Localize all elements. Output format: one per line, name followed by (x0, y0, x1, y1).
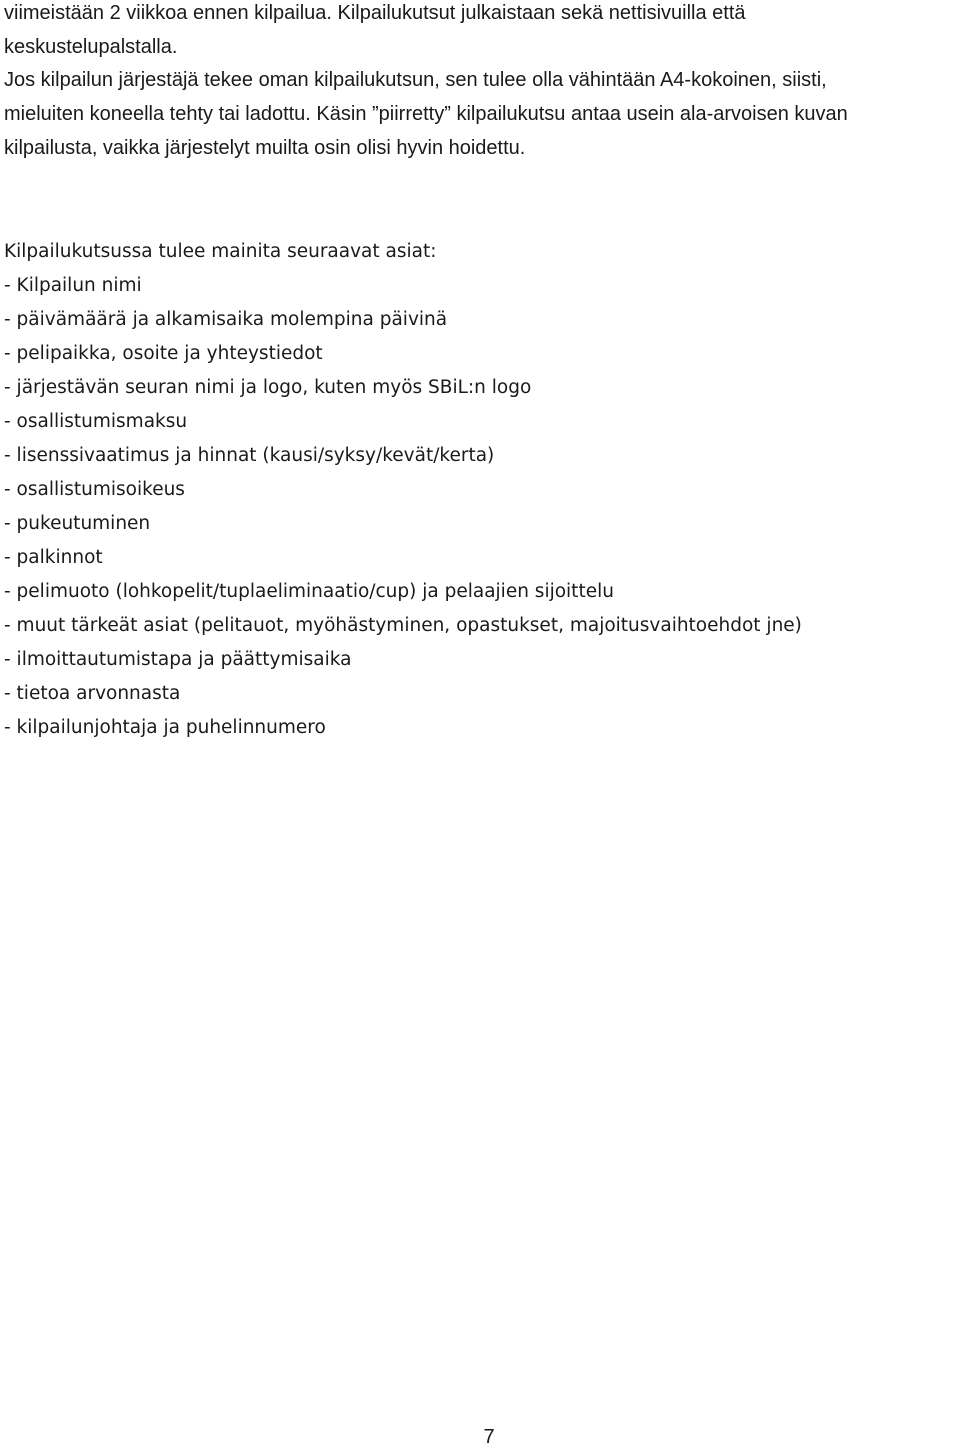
intro-paragraph (4, 0, 956, 64)
list-item: - muut tärkeät asiat (pelitauot, myöhästyminen, opastukset, majoitusvaihtoehdot jne) (4, 615, 802, 636)
list-item: - palkinnot (4, 547, 103, 568)
list-item: - ilmoittautumistapa ja päättymisaika (4, 649, 352, 670)
list-item: - pelipaikka, osoite ja yhteystiedot (4, 343, 323, 364)
intro-line-2: keskustelupalstalla. (4, 36, 178, 58)
list-item: - kilpailunjohtaja ja puhelinnumero (4, 717, 326, 738)
format-line-3: kilpailusta, vaikka järjestelyt muilta osin olisi hyvin hoidettu. (4, 137, 526, 159)
list-item: - Kilpailun nimi (4, 275, 142, 296)
format-line-2: mieluiten koneella tehty tai ladottu. Käsin ”piirretty” kilpailukutsu antaa usein ala-arvoisen kuvan (4, 103, 848, 125)
list-item: - lisenssivaatimus ja hinnat (kausi/syksy/kevät/kerta) (4, 445, 495, 466)
list-item: - päivämäärä ja alkamisaika molempina päivinä (4, 309, 448, 330)
format-line-1: Jos kilpailun järjestäjä tekee oman kilpailukutsun, sen tulee olla vähintään A4-kokoinen, siisti, (4, 69, 827, 91)
list-item: - osallistumismaksu (4, 411, 188, 432)
page-number: 7 (483, 1426, 495, 1448)
list-item: - tietoa arvonnasta (4, 683, 181, 704)
invitation-format-paragraph (4, 63, 956, 165)
intro-line-1: viimeistään 2 viikkoa ennen kilpailua. Kilpailukutsut julkaistaan sekä nettisivuilla että (4, 2, 746, 24)
required-items-list (4, 235, 802, 745)
list-item: - pelimuoto (lohkopelit/tuplaeliminaatio/cup) ja pelaajien sijoittelu (4, 581, 614, 602)
list-item: - järjestävän seuran nimi ja logo, kuten myös SBiL:n logo (4, 377, 532, 398)
list-item: - pukeutuminen (4, 513, 151, 534)
list-item: - osallistumisoikeus (4, 479, 185, 500)
list-heading: Kilpailukutsussa tulee mainita seuraavat asiat: (4, 241, 437, 262)
